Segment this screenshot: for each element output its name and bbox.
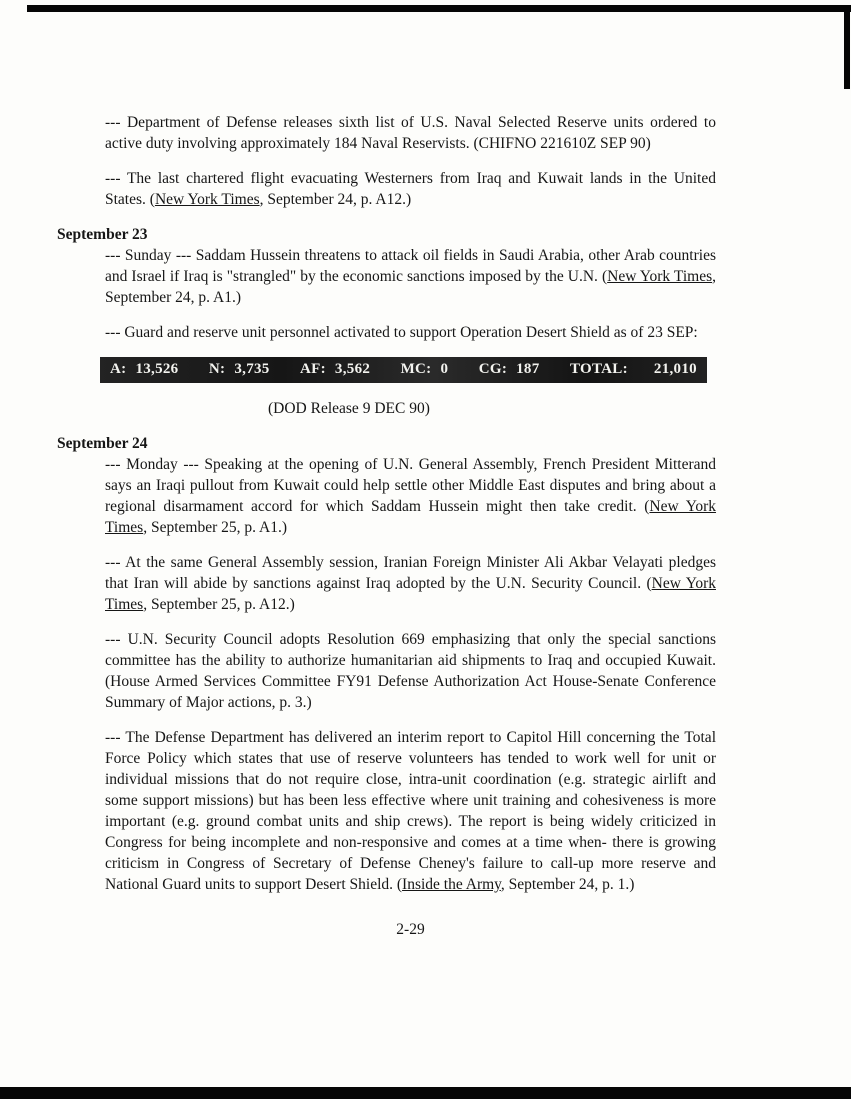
personnel-cell-marine-corps <box>401 359 449 380</box>
personnel-label: TOTAL: <box>569 361 628 377</box>
personnel-label: CG: <box>478 361 508 377</box>
personnel-value: 13,526 <box>135 361 179 377</box>
entry-paragraph-guard-reserve-activation <box>105 322 716 343</box>
entry-paragraph-mitterand-speech <box>105 454 716 538</box>
personnel-label: N: <box>208 361 226 377</box>
entry-paragraph-dod-naval-reserve <box>105 112 716 154</box>
personnel-value: 187 <box>516 361 540 377</box>
personnel-cell-navy <box>209 359 270 380</box>
entry-text: --- Department of Defense releases sixth list of U.S. Naval Selected Reserve units ordered to active duty involving approximately 184 Naval Reservists. (CHIFNO 221610Z SEP 90) <box>105 114 716 152</box>
personnel-value: 3,562 <box>334 361 371 377</box>
entry-text: --- Guard and reserve unit personnel activated to support Operation Desert Shield as of 23 SEP: <box>105 324 698 341</box>
dod-release-note: (DOD Release 9 DEC 90) <box>268 400 430 417</box>
entry-text: , September 25, p. A12.) <box>143 596 295 613</box>
entry-text: , September 24, p. 1.) <box>500 876 635 893</box>
entry-text: --- The last chartered flight evacuating Westerners from Iraq and Kuwait lands in the United States. ( <box>105 170 716 208</box>
date-heading-september-24: September 24 <box>57 435 148 452</box>
personnel-cell-army <box>110 359 179 380</box>
citation-new-york-times: New York Times <box>154 191 260 208</box>
personnel-label: A: <box>110 361 127 377</box>
personnel-label: MC: <box>400 361 432 377</box>
date-heading-september-23: September 23 <box>57 226 148 243</box>
scan-artifact-right-bar <box>844 5 850 89</box>
citation-new-york-times: New York Times <box>607 268 713 285</box>
entry-paragraph-total-force-report <box>105 727 716 895</box>
citation-new-york-times: New York Times <box>105 498 717 536</box>
personnel-cell-air-force <box>300 359 370 380</box>
personnel-label: AF: <box>300 361 326 377</box>
entry-text: , September 24, p. A12.) <box>259 191 412 208</box>
entry-text: --- U.N. Security Council adopts Resolution 669 emphasizing that only the special sanctions committee has the ability to authorize humanitarian aid shipments to Iraq and occupied Kuwait. (House Armed Services Committee FY91 Defense Authorization Act House-Senate Conference Summary of Major actions, p. 3.) <box>105 631 716 711</box>
document-content <box>57 112 717 940</box>
scan-artifact-bottom-bar <box>0 1087 851 1099</box>
entry-paragraph-saddam-threat <box>105 245 716 308</box>
entry-paragraph-velayati-pledge <box>105 552 716 615</box>
scan-artifact-top-bar <box>27 5 851 12</box>
citation-inside-the-army: Inside the Army <box>402 876 501 893</box>
entry-text: --- At the same General Assembly session, Iranian Foreign Minister Ali Akbar Velayati pledges that Iran will abide by sanctions against Iraq adopted by the U.N. Security Council. ( <box>105 554 716 592</box>
entry-paragraph-chartered-flight <box>105 168 716 210</box>
personnel-cell-coast-guard <box>479 359 540 380</box>
entry-text: --- Sunday --- Saddam Hussein threatens to attack oil fields in Saudi Arabia, other Arab countries and Israel if Iraq is "strangled" by the economic sanctions imposed by the U.N. ( <box>105 247 716 285</box>
personnel-value: 3,735 <box>234 361 270 377</box>
page-number: 2-29 <box>396 921 425 938</box>
entry-paragraph-resolution-669 <box>105 629 716 713</box>
entry-text: , September 25, p. A1.) <box>143 519 287 536</box>
entry-text: --- Monday --- Speaking at the opening of U.N. General Assembly, French President Mitterand says an Iraqi pullout from Kuwait could help settle other Middle East disputes and bring about a regional disarmament accord for which Saddam Hussein might then take credit. ( <box>105 456 716 515</box>
personnel-totals-bar <box>100 357 707 383</box>
entry-text: , September 24, p. A1.) <box>105 268 716 306</box>
personnel-value: 21,010 <box>653 361 697 377</box>
personnel-value: 0 <box>440 361 449 377</box>
citation-new-york-times: New York Times <box>105 575 716 613</box>
entry-text: --- The Defense Department has delivered an interim report to Capitol Hill concerning the Total Force Policy which states that use of reserve volunteers has tended to work well for unit or individual missions that do not require close, intra-unit coordination (e.g. strategic airlift and some support missions) but has been less effective where unit training and cohesiveness is more important (e.g. ground combat units and ship crews). The report is being widely criticized in Congress for being incomplete and non-responsive and comes at a time when- there is growing criticism in Congress of Secretary of Defense Cheney's failure to call-up more reserve and National Guard units to support Desert Shield. ( <box>105 729 716 893</box>
personnel-cell-total <box>570 359 697 380</box>
